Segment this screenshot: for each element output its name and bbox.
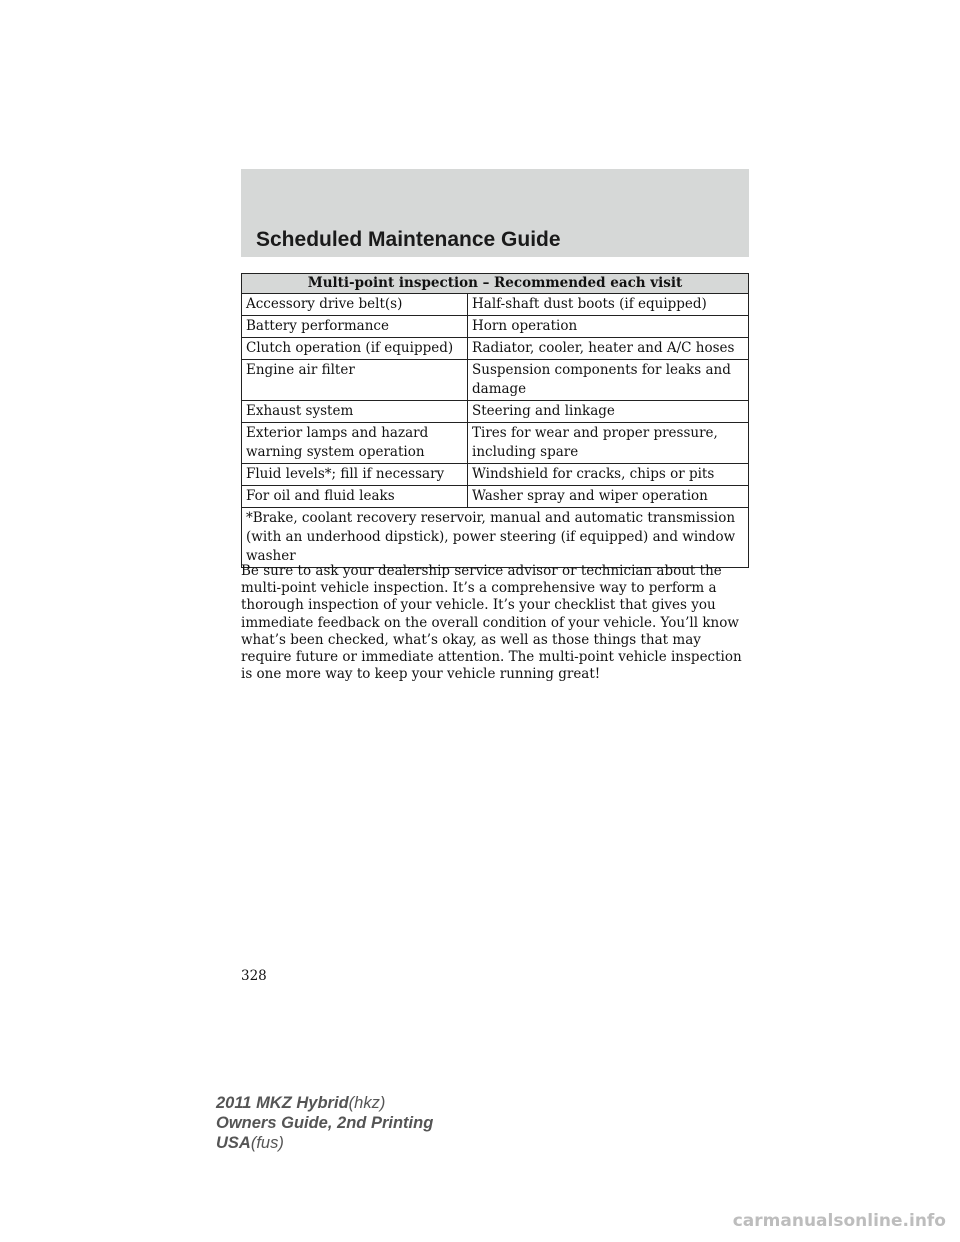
table-row — [242, 486, 749, 508]
table-cell: Radiator, cooler, heater and A/C hoses — [468, 338, 749, 360]
table-cell: Horn operation — [468, 316, 749, 338]
table-cell: Steering and linkage — [468, 401, 749, 423]
table-footnote: *Brake, coolant recovery reservoir, manual and automatic transmission (with an underhood dipstick), power steering (if equipped) and window washer — [242, 508, 749, 568]
page-number: 328 — [241, 968, 267, 984]
table-row — [242, 401, 749, 423]
table-cell: Clutch operation (if equipped) — [242, 338, 468, 360]
table-cell: Accessory drive belt(s) — [242, 294, 468, 316]
footer-model: 2011 MKZ Hybrid — [216, 1094, 349, 1112]
table-row — [242, 338, 749, 360]
table-title: Multi-point inspection – Recommended each visit — [242, 274, 749, 294]
table-cell: Suspension components for leaks and damage — [468, 360, 749, 401]
table-row — [242, 294, 749, 316]
section-title: Scheduled Maintenance Guide — [256, 228, 561, 251]
table-cell: Engine air filter — [242, 360, 468, 401]
table-footnote-row — [242, 508, 749, 568]
table-cell: Half-shaft dust boots (if equipped) — [468, 294, 749, 316]
footer-guide: Owners Guide, 2nd Printing — [216, 1114, 434, 1132]
document-footer — [216, 1093, 433, 1153]
footer-market-code: (fus) — [250, 1134, 284, 1152]
footer-line-model — [216, 1093, 433, 1113]
table-row — [242, 360, 749, 401]
table-cell: Fluid levels*; fill if necessary — [242, 464, 468, 486]
table-cell: For oil and fluid leaks — [242, 486, 468, 508]
table-cell: Tires for wear and proper pressure, including spare — [468, 423, 749, 464]
footer-line-market — [216, 1133, 433, 1153]
table-row — [242, 316, 749, 338]
table-cell: Exterior lamps and hazard warning system operation — [242, 423, 468, 464]
footer-market: USA — [216, 1134, 251, 1152]
table-cell: Battery performance — [242, 316, 468, 338]
table-row — [242, 423, 749, 464]
table-row — [242, 464, 749, 486]
inspection-table — [241, 273, 749, 568]
table-cell: Washer spray and wiper operation — [468, 486, 749, 508]
table-cell: Windshield for cracks, chips or pits — [468, 464, 749, 486]
table-cell: Exhaust system — [242, 401, 468, 423]
watermark-text: carmanualsonline.info — [732, 1211, 946, 1231]
body-paragraph: Be sure to ask your dealership service advisor or technician about the multi-point vehicle inspection. It’s a comprehensive way to perform a thorough inspection of your vehicle. It’s your checklist that gives you immediate feedback on the overall condition of your vehicle. You’ll know what’s been checked, what’s okay, as well as those things that may require future or immediate attention. The multi-point vehicle inspection is one more way to keep your vehicle running great! — [241, 563, 742, 683]
footer-model-code: (hkz) — [348, 1094, 386, 1112]
